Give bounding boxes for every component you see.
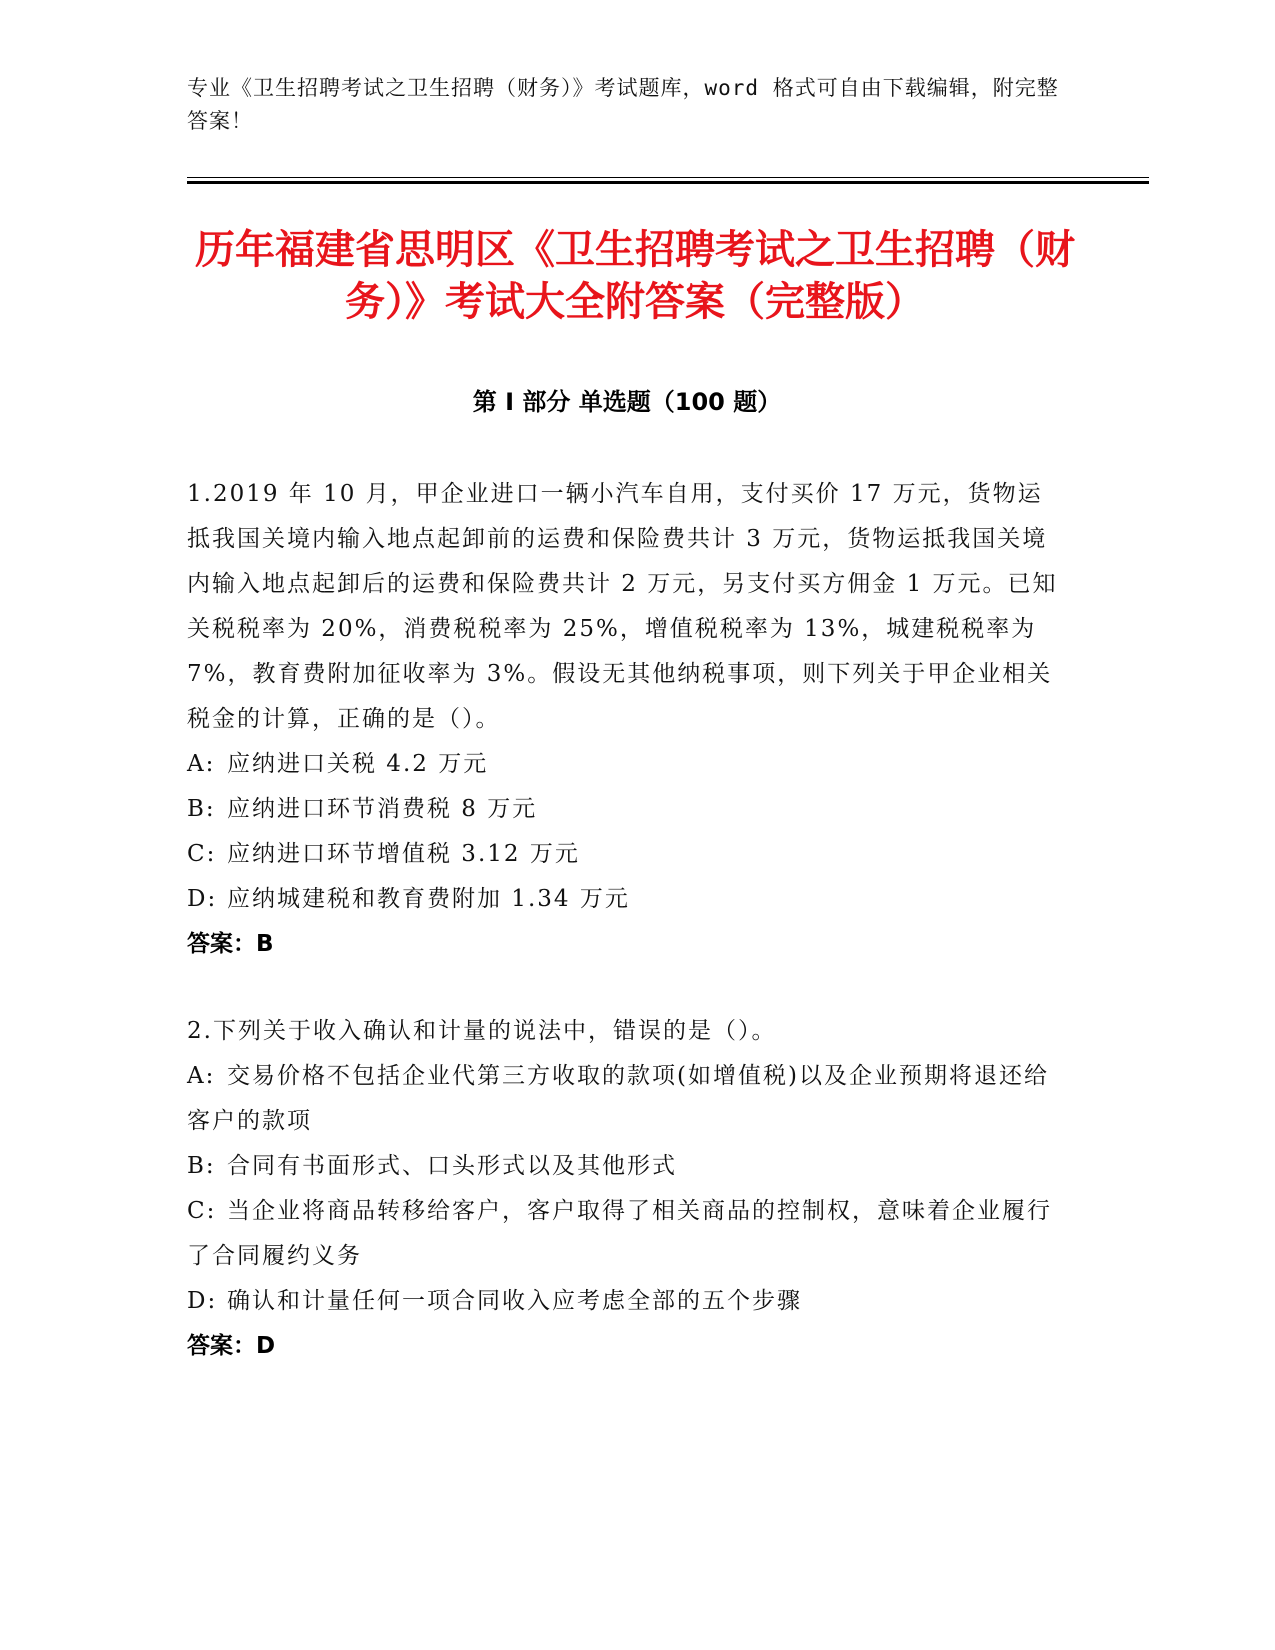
option-letter: B: bbox=[187, 1153, 216, 1179]
option-letter: A: bbox=[187, 751, 216, 777]
option-d bbox=[187, 1279, 1067, 1324]
option-a bbox=[187, 742, 1067, 787]
option-text: 确认和计量任何一项合同收入应考虑全部的五个步骤 bbox=[227, 1288, 802, 1314]
answer-label: 答案：D bbox=[187, 1333, 276, 1359]
option-letter: D: bbox=[187, 886, 218, 912]
option-d bbox=[187, 877, 1067, 922]
option-text: 合同有书面形式、口头形式以及其他形式 bbox=[227, 1153, 677, 1179]
option-letter: C: bbox=[187, 841, 217, 867]
answer-label: 答案：B bbox=[187, 931, 274, 957]
option-a bbox=[187, 1054, 1067, 1144]
question-list bbox=[187, 472, 1067, 1411]
option-letter: C: bbox=[187, 1198, 217, 1224]
option-text: 交易价格不包括企业代第三方收取的款项(如增值税)以及企业预期将退还给客户的款项 bbox=[187, 1063, 1049, 1134]
option-text: 应纳城建税和教育费附加 1.34 万元 bbox=[227, 886, 630, 912]
option-letter: D: bbox=[187, 1288, 218, 1314]
option-c bbox=[187, 1189, 1067, 1279]
header-divider-thin bbox=[187, 177, 1149, 178]
option-text: 应纳进口环节增值税 3.12 万元 bbox=[227, 841, 580, 867]
option-c bbox=[187, 832, 1067, 877]
option-letter: B: bbox=[187, 796, 216, 822]
header-divider-thick bbox=[187, 181, 1149, 184]
option-text: 当企业将商品转移给客户，客户取得了相关商品的控制权，意味着企业履行了合同履约义务 bbox=[187, 1198, 1052, 1269]
option-text: 应纳进口环节消费税 8 万元 bbox=[227, 796, 538, 822]
question-stem: 2.下列关于收入确认和计量的说法中，错误的是（）。 bbox=[187, 1018, 777, 1044]
question-1 bbox=[187, 472, 1067, 967]
option-text: 应纳进口关税 4.2 万元 bbox=[227, 751, 489, 777]
question-stem: 1.2019 年 10 月，甲企业进口一辆小汽车自用，支付买价 17 万元，货物运抵我国关境内输入地点起卸前的运费和保险费共计 3 万元，货物运抵我国关境内输入地点起卸后的运费和保险费共计 2 万元，另支付买方佣金 1 万元。已知关税税率为 20%，消费税税率为 25%，增值税税率为 13%，城建税税率为 7%，教育费附加征收率为 3%。假设无其他纳税事项，则下列关于甲企业相关税金的计算，正确的是（）。 bbox=[187, 481, 1058, 732]
option-b bbox=[187, 1144, 1067, 1189]
section-title: 第 I 部分 单选题（100 题） bbox=[472, 388, 782, 416]
option-letter: A: bbox=[187, 1063, 216, 1089]
option-b bbox=[187, 787, 1067, 832]
header-note: 专业《卫生招聘考试之卫生招聘（财务）》考试题库，word 格式可自由下载编辑，附完整答案！ bbox=[187, 76, 1059, 133]
document-title: 历年福建省思明区《卫生招聘考试之卫生招聘（财务）》考试大全附答案（完整版） bbox=[195, 227, 1075, 325]
question-2 bbox=[187, 1009, 1067, 1369]
